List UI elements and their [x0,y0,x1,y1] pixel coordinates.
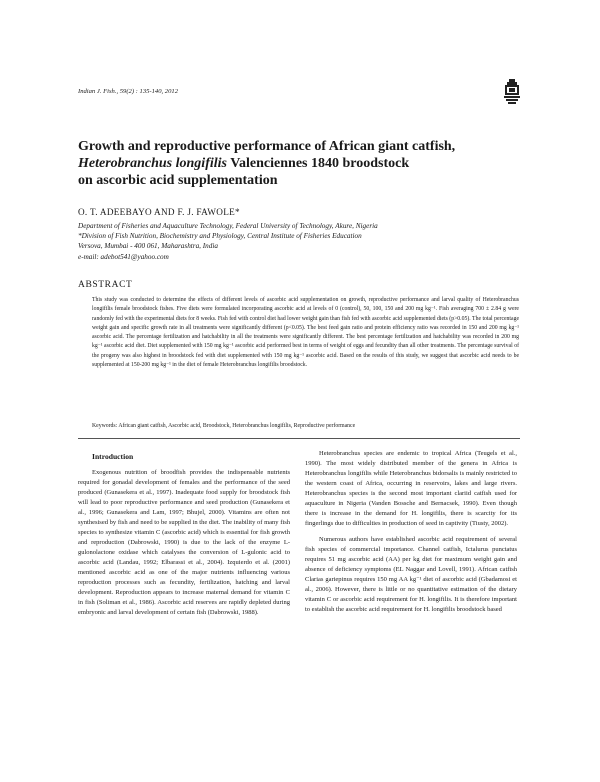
abstract-body: This study was conducted to determine the effects of different levels of ascorbic acid supplementation on growth, reproductive performance and larval quality of Heterobranchus longifilis female broodstock fishes. Five diets were formulated incorporating ascorbic acid at levels of 0 (control), 50, 100, 150 and 200 mg kg⁻¹. Fish averaging 700 ± 2.84 g were randomly fed with the experimental diets for 8 weeks. Fish fed with control diet had lower weight gain than fish fed with ascorbic acid supplemented diets (p>0.05). The total percentage weight gain and specific growth rate in all treatments were significantly different (p<0.05). The best feed gain ratio and protein efficiency ratio was recorded in 150 and 200 mg kg⁻¹ ascorbic acid. The percentage fertilization and hatchability in all the treatments were significantly different. The best percentage fertilization and hatchability was recorded in 200 mg kg⁻¹ ascorbic acid diet. Diet supplemented with 150 mg kg⁻¹ ascorbic acid performed best in terms of weight of eggs and fecundity than all other treatments. The percentage survival of the progeny was also highest in broodstock fed with diet supplemented with 150 mg kg⁻¹ ascorbic acid. Based on the results of this study, we suggest that ascorbic acid needs to be supplemented at 150-200 mg kg⁻¹ in the diet of female Heterobranchus longifilis broodstock. [92,297,519,369]
right-column [305,449,517,621]
contact-email[interactable]: e-mail: adebot541@yahoo.com [78,252,169,261]
intro-paragraph-3: Numerous authors have established ascorbic acid requirement of several fish species of commercial importance. Channel catfish, Ictalurus punctatus requires 51 mg ascorbic acid (AA) per kg diet for maximum weight gain and absence of deficiency symptoms (EL Naggar and Lovell, 1991). African catfish Clarias gariepinus requires 150 mg AA kg⁻¹ diet of ascorbic acid (Gbadamosi et al., 2006). However, there is little or no quantitative estimation of the dietary vitamin C or ascorbic acid requirement for H. longifilis. It is therefore important to establish the ascorbic acid requirement for H. longifilis broodstock based [305,536,517,613]
abstract-heading: ABSTRACT [78,280,133,290]
left-column [78,452,290,624]
journal-logo-icon [503,79,521,105]
section-divider [78,438,520,439]
author-list: O. T. ADEEBAYO AND F. J. FAWOLE* [78,207,240,217]
title-line-3: on ascorbic acid supplementation [78,173,278,188]
journal-citation: Indian J. Fish., 59(2) : 135-140, 2012 [78,88,178,95]
affiliation-line: *Division of Fish Nutrition, Biochemistry and Physiology, Central Institute of Fisheries Education [78,232,362,241]
affiliation-line: Versova, Mumbai - 400 061, Maharashtra, India [78,242,218,251]
title-line-2: Heterobranchus longifilis Valenciennes 1840 broodstock [78,156,410,171]
intro-paragraph-2: Heterobranchus species are endemic to tropical Africa (Teugels et al., 1990). The most widely distributed member of the genera in Africa is Heterobranchus longifilis while Heterobranchus bidorsalis is mainly restricted to the western coast of Africa, occurring in reservoirs, lakes and large rivers. Heterobranchus species is the second most important clariid catfish used for aquaculture in Nigeria (Vanden Bossche and Bernacsek, 1990). Even though there is increase in the demand for H. longifilis, there is scarcity for its fingerlings due to difficulties in production of seed in captivity (Tiusty, 2002). [305,450,517,527]
title-line-1: Growth and reproductive performance of African giant catfish, [78,139,456,154]
intro-paragraph-1: Exogenous nutrition of broodfish provides the indispensable nutrients required for gonadal development of females and the performance of the seed produced (Gunasekera et al., 1997). Inadequate food supply for broodstock fish will lead to poor reproductive performance and seed production (Gunasekera et al., 1996; Gunasekera and Lam, 1997; Bhujel, 2000). Vitamins are often not synthesised by fish and need to be supplied in the diet. The inability of many fish species to synthesize vitamin C (ascorbic acid) which is essential for fish growth and reproduction (Dabrowski, 1990) is due to the lack of the enzyme L-gulonolactone oxidase which catalyses the conversion of L-gulonic acid to ascorbic acid (Landau, 1992; Elbarassi et al., 2004). Izquierdo et al. (2001) mentioned ascorbic acid as one of the major nutrients influencing various reproduction processes such as fecundity, fertilization, hatching and larval development. Reproduction appears to increase maternal demand for vitamin C in fish (Soliman et al., 1986). Ascorbic acid reserves are rapidly depleted during embryonic and larval development of certain fish (Dabrowski, 1988). [78,469,290,616]
keywords: Keywords: African giant catfish, Ascorbic acid, Broodstock, Heterobranchus longifilis, Reproductive performance [92,423,356,429]
affiliations [78,221,538,262]
section-heading-introduction: Introduction [92,452,134,461]
paper-title [78,138,518,189]
affiliation-line: Department of Fisheries and Aquaculture Technology, Federal University of Technology, Akure, Nigeria [78,222,378,230]
title-species: Heterobranchus longifilis [78,156,227,171]
